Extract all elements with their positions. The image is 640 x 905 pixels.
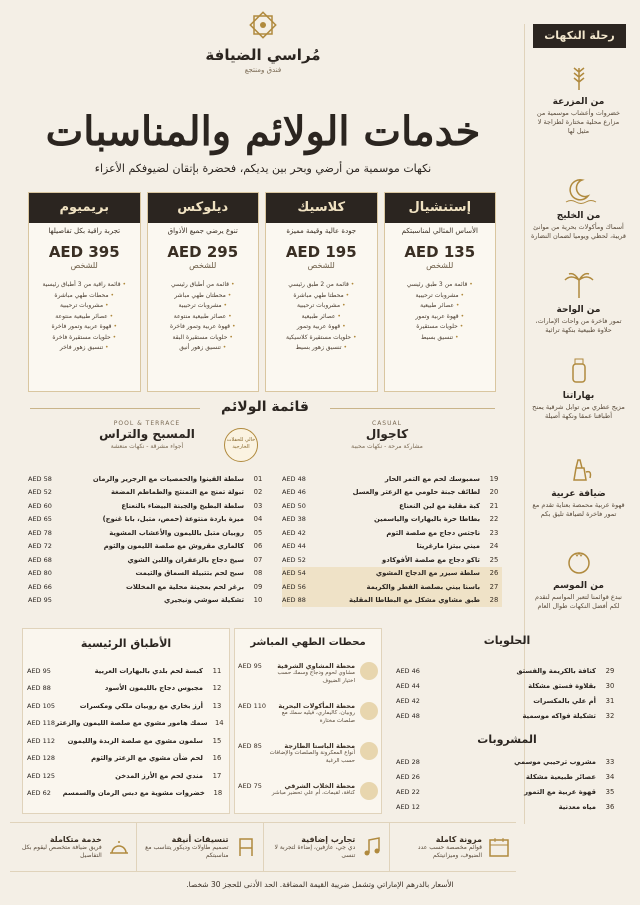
package-features <box>385 280 496 343</box>
item-number: 19 <box>489 474 499 483</box>
menu-row <box>27 697 225 715</box>
feature-item <box>10 823 136 871</box>
feature-desc: قوائم مخصصة حسب عدد الضيوف، وميزانيتكم <box>417 843 482 859</box>
item-name: سلمون مشوي مع صلصة الزبدة والليمون <box>67 736 203 745</box>
package-name: ديلوكس <box>148 193 259 223</box>
item-price: AED 52 <box>282 555 306 564</box>
package-price: AED 135 <box>404 243 476 261</box>
menu-row <box>396 754 618 769</box>
package-card <box>265 192 378 392</box>
menu-row <box>396 678 618 693</box>
package-feature: • عصائر طبيعية منتوعة <box>29 312 140 323</box>
item-price: AED 62 <box>27 789 51 798</box>
item-number: 15 <box>212 736 222 745</box>
station-desc: أنواع المعكرونة والصلصات والإضافات حسب الرغبة <box>269 750 355 764</box>
feature-item <box>263 823 390 871</box>
item-price: AED 52 <box>28 488 52 497</box>
casual-section <box>272 420 502 450</box>
menu-row <box>28 499 266 513</box>
station-price: AED 75 <box>238 782 262 790</box>
item-price: AED 56 <box>282 582 306 591</box>
item-price: AED 80 <box>28 569 52 578</box>
feature-title: تنسيقات أنيقة <box>171 834 229 844</box>
package-feature: • تنسيق بسيط <box>385 333 496 344</box>
package-feature: • عصائر طبيعية <box>385 301 496 312</box>
item-number: 06 <box>253 542 263 551</box>
package-feature: • حلويات مستقيرة البقة <box>148 333 259 344</box>
section-subtitle: أجواء مشرقة - نكهات منعشة <box>110 443 184 450</box>
item-price: AED 72 <box>28 542 52 551</box>
station-item <box>238 702 378 725</box>
item-number: 05 <box>253 528 263 537</box>
section-subtitle: مشاركة مرحة - نكهات محببة <box>351 443 423 450</box>
header <box>10 0 516 190</box>
item-number: 16 <box>212 754 222 763</box>
item-name: خضروات مشوية مع دبس الرمان والسمسم <box>62 789 205 798</box>
sidebar-item-text: مزيج عطري من توابل شرقية يمنح أطباقنا عمقا ونكهة أصيلة <box>532 403 625 420</box>
package-per: للشخص <box>189 261 217 270</box>
packages <box>28 192 496 392</box>
package-feature: • قائمة راقية من 3 أطباق رئيسية <box>29 280 140 291</box>
menu-row <box>27 662 225 680</box>
mains-panel <box>22 628 230 814</box>
sidebar-item-spices <box>525 356 632 421</box>
item-price: AED 54 <box>282 569 306 578</box>
item-number: 32 <box>605 711 615 720</box>
item-number: 08 <box>253 569 263 578</box>
menu-row <box>396 708 618 723</box>
section-title: المسبح والتراس <box>99 427 195 441</box>
menu-row <box>27 750 225 768</box>
item-name: برغر لحم بعجينة محلية مع المخللات <box>126 582 244 591</box>
item-name: مندي لحم مع الأرز المدخن <box>115 771 203 780</box>
item-name: سلطة سيزر مع الدجاج المشوي <box>375 569 480 578</box>
coffee-pot-icon <box>562 454 596 484</box>
sidebar-item-text: أسماك ومأكولات بحرية من موانئ قريبة، لحظي ويوميا لضمان النضارة <box>530 223 626 240</box>
menu-row <box>396 784 618 799</box>
menu-row <box>27 767 225 785</box>
pricing-note: الأسعار بالدرهم الإماراتي وتشمل ضريبة القيمة المضافة. الحد الأدنى للحجز 30 شخصا. <box>186 880 454 889</box>
item-number: 31 <box>605 696 615 705</box>
item-price: AED 12 <box>396 802 420 811</box>
item-name: كبسة لحم بلدي بالبهارات العربية <box>94 666 203 675</box>
sidebar-title: رحلة النكهات <box>533 24 626 48</box>
menu-row <box>28 526 266 540</box>
item-price: AED 128 <box>27 754 56 763</box>
station-desc: كنافة، لقيمات، أم علي تحضير مباشر <box>271 790 355 796</box>
item-price: AED 46 <box>282 488 306 497</box>
sidebar-item-text: تمور فاخرة من واحات الإمارات، حلاوة طبيعية بنكهة تراثية <box>535 317 622 334</box>
item-number: 11 <box>212 666 222 675</box>
divider <box>330 408 495 409</box>
item-number: 26 <box>489 569 499 578</box>
sidebar-item-heading: من المزرعة <box>552 97 605 107</box>
item-number: 25 <box>489 555 499 564</box>
sidebar-item-heading: من الواحة <box>556 305 601 315</box>
station-desc: روبيان، كاليماري، فيليه سمك مع صلصات مختارة <box>281 710 355 724</box>
item-price: AED 112 <box>27 736 56 745</box>
menu-row <box>28 486 266 500</box>
item-price: AED 38 <box>282 515 306 524</box>
item-name: ناجتس دجاج مع صلصة الثوم <box>386 528 480 537</box>
item-name: طبق مشاوي مشكل مع البطاطا المقلية <box>348 596 480 605</box>
package-name: كلاسيك <box>266 193 377 223</box>
item-name: تبولة تمنج مع التمنتج والطماطم المضغة <box>110 488 244 497</box>
sidebar-item-oasis <box>525 270 632 335</box>
item-price: AED 48 <box>396 711 420 720</box>
item-name: ميزة باردة منتوعة (حمص، متبل، بابا غنوج) <box>102 515 244 524</box>
package-feature: • قهوة عربية وتمور فاخرة <box>29 322 140 333</box>
menu-row <box>396 693 618 708</box>
divider <box>30 408 200 409</box>
item-name: تشكيلة سوشي ونيجيري <box>163 596 244 605</box>
item-number: 18 <box>213 789 223 798</box>
package-feature: • قهوة عربية وتمور <box>385 312 496 323</box>
item-number: 27 <box>489 582 499 591</box>
package-feature: • مشروبات ترحيبية <box>29 301 140 312</box>
package-features <box>29 280 140 354</box>
item-name: سيخ دجاج بالزعفران واللبن الشوي <box>127 555 244 564</box>
item-number: 30 <box>605 681 615 690</box>
dessert-icon <box>360 782 378 800</box>
item-number: 07 <box>253 555 263 564</box>
item-price: AED 66 <box>28 582 52 591</box>
moon-wave-icon <box>562 176 596 206</box>
item-price: AED 28 <box>396 757 420 766</box>
package-feature: • قهوة عربية وتمور فاخرة <box>148 322 259 333</box>
item-price: AED 44 <box>282 542 306 551</box>
item-number: 28 <box>489 596 499 605</box>
sidebar-item-farm <box>525 62 632 136</box>
item-number: 03 <box>253 501 263 510</box>
package-feature: • قائمة من 3 طبق رئيسي <box>385 280 496 291</box>
calendar-icon <box>487 835 511 859</box>
package-feature: • تنسيق زهور أنيق <box>148 343 259 354</box>
seafood-icon <box>360 702 378 720</box>
brand-subtitle: فندق ومنتجع <box>244 66 282 74</box>
menu-row-highlighted <box>282 567 502 581</box>
feature-title: مرونة كاملة <box>435 834 482 844</box>
menu-row <box>282 553 502 567</box>
item-price: AED 65 <box>28 515 52 524</box>
package-feature: • محطات طهي مباشرة <box>29 291 140 302</box>
section-tag: POOL & TERRACE <box>113 420 181 427</box>
package-feature: • تنسيق زهور بسيط <box>266 343 377 354</box>
item-number: 35 <box>605 787 615 796</box>
item-name: بقلاوة فستق مشكلة <box>528 681 596 690</box>
sidebar-item-hospitality <box>525 454 632 519</box>
item-price: AED 60 <box>28 501 52 510</box>
desserts-list <box>396 663 618 723</box>
item-price: AED 44 <box>396 681 420 690</box>
package-feature: • محطتا طهي مباشرة <box>266 291 377 302</box>
section-title: كاجوال <box>365 427 409 441</box>
package-feature: • مشروبات ترحيبية <box>385 291 496 302</box>
item-name: سلطة البطيخ والجبنة البيضاء بالنعناع <box>121 501 244 510</box>
item-name: مشروب ترحيبي موسمي <box>514 757 596 766</box>
desserts-section <box>396 634 618 814</box>
sidebar-item-heading: من الموسم <box>553 581 604 591</box>
sidebar-item-heading: من الخليج <box>556 211 601 221</box>
section-title: محطات الطهي المباشر <box>250 637 366 648</box>
item-price: AED 105 <box>27 701 56 710</box>
station-price: AED 110 <box>238 702 267 710</box>
music-note-icon <box>360 835 384 859</box>
menu-row-highlighted <box>282 580 502 594</box>
item-name: سلطة الفينوا والحمصيات مع الرجرير والرمان <box>92 474 244 483</box>
item-price: AED 42 <box>282 528 306 537</box>
item-number: 22 <box>489 515 499 524</box>
package-card <box>384 192 497 392</box>
feature-desc: دي جي، عازفين، إضاءة لتجربة لا تنسى <box>274 843 356 859</box>
package-feature: • قائمة من أطباق رئيسي <box>148 280 259 291</box>
pomegranate-icon <box>562 546 596 576</box>
item-number: 36 <box>605 802 615 811</box>
station-item <box>238 662 378 685</box>
item-name: كالماري مقروش مع صلصة الليمون والثوم <box>103 542 244 551</box>
grill-icon <box>360 662 378 680</box>
item-price: AED 58 <box>28 474 52 483</box>
item-price: AED 68 <box>28 555 52 564</box>
feature-desc: فريق ضيافة متخصص ليقوم بكل التفاصيل <box>21 843 102 859</box>
package-price: AED 395 <box>48 243 120 261</box>
package-price: AED 295 <box>167 243 239 261</box>
package-tagline: جودة عالية وقيمة مميزة <box>286 227 357 235</box>
section-title: الحلويات <box>483 634 531 647</box>
menu-row <box>282 540 502 554</box>
item-name: عصائر طبيعية مشكلة <box>525 772 596 781</box>
brand-logo-icon <box>248 10 278 40</box>
sidebar-item-gulf <box>525 176 632 241</box>
item-price: AED 48 <box>282 474 306 483</box>
item-number: 20 <box>489 488 499 497</box>
package-tagline: تجربة راقية بكل تفاصيلها <box>48 227 121 235</box>
item-number: 23 <box>489 528 499 537</box>
item-price: AED 46 <box>396 666 420 675</box>
package-tagline: تنوع يرضي جميع الأذواق <box>167 227 238 235</box>
item-price: AED 88 <box>282 596 306 605</box>
item-price: AED 26 <box>396 772 420 781</box>
item-name: لحم ضأن مشوي مع الزعتر والثوم <box>91 754 203 763</box>
menu-row <box>396 663 618 678</box>
package-feature: • مشروبات ترحيبية <box>148 301 259 312</box>
mains-list <box>23 662 229 802</box>
package-feature: • قهوة عربية وتمور <box>266 322 377 333</box>
menu-row <box>282 486 502 500</box>
item-number: 04 <box>253 515 263 524</box>
item-price: AED 78 <box>28 528 52 537</box>
item-name: تاكو دجاج مع صلصة الأفوكادو <box>382 555 480 564</box>
item-number: 10 <box>253 596 263 605</box>
item-price: AED 50 <box>282 501 306 510</box>
station-price: AED 85 <box>238 742 262 750</box>
package-feature: • حلويات مستقيرة كلاسيكية <box>266 333 377 344</box>
station-name: محطة الخلاب الشرقي <box>284 782 355 790</box>
sidebar-item-season <box>525 546 632 611</box>
package-per: للشخص <box>426 261 454 270</box>
sidebar-item-heading: ضيافة عربية <box>551 489 606 499</box>
package-name: بريميوم <box>29 193 140 223</box>
item-number: 02 <box>253 488 263 497</box>
package-per: للشخص <box>307 261 335 270</box>
item-name: ميني بيتزا مارغريتا <box>416 542 480 551</box>
station-name: محطة المأكولات البحرية <box>278 702 355 710</box>
casual-list <box>282 472 502 607</box>
menu-row <box>282 499 502 513</box>
brand-name: مُراسي الضيافة <box>205 46 321 64</box>
item-number: 12 <box>212 684 222 693</box>
menu-row <box>282 472 502 486</box>
menu-row <box>396 799 618 814</box>
page-title: خدمات الولائم والمناسبات <box>45 108 481 155</box>
item-number: 24 <box>489 542 499 551</box>
package-card <box>28 192 141 392</box>
item-name: بطاطا حرة بالبهارات والياسمين <box>373 515 480 524</box>
package-name: إستنشيال <box>385 193 496 223</box>
item-number: 13 <box>212 701 222 710</box>
spice-jar-icon <box>562 356 596 386</box>
station-desc: مشاوي لحوم ودجاج وسمك حسب اختيار الضيوف <box>277 670 355 684</box>
menu-row <box>28 472 266 486</box>
section-title: المشروبات <box>477 733 537 746</box>
chair-icon <box>234 835 258 859</box>
item-price: AED 118 <box>27 719 56 728</box>
menu-row-highlighted <box>282 594 502 608</box>
menu-row <box>28 567 266 581</box>
menu-row <box>28 580 266 594</box>
item-name: باسنا بيني بصلصة الفطر والكريمة <box>366 582 480 591</box>
feature-item <box>389 823 516 871</box>
item-name: مياه معدنية <box>558 802 596 811</box>
section-tag: CASUAL <box>372 420 402 427</box>
station-item <box>238 782 378 800</box>
menu-row <box>28 513 266 527</box>
package-feature: • حلويات مستقيرة فاخرة <box>29 333 140 344</box>
item-price: AED 125 <box>27 771 56 780</box>
package-feature: • عصائر طبيعية <box>266 312 377 323</box>
item-number: 14 <box>214 719 224 728</box>
palm-tree-icon <box>562 270 596 300</box>
item-price: AED 95 <box>27 666 51 675</box>
feature-strip <box>10 822 516 872</box>
package-feature: • مشروبات ترحيبية <box>266 301 377 312</box>
package-features <box>148 280 259 354</box>
item-price: AED 22 <box>396 787 420 796</box>
package-feature: • محطتان طهي مباشر <box>148 291 259 302</box>
menu-row <box>27 715 225 733</box>
menu-row <box>396 769 618 784</box>
feature-desc: تصميم طاولات وديكور يتناسب مع مناسبتكم <box>145 843 229 859</box>
item-name: كنافة بالكريمة والفستق <box>516 666 596 675</box>
item-name: سمك هامور مشوي مع صلصة الليمون والزعتر <box>55 719 208 728</box>
sidebar-item-heading: بهاراتنا <box>562 391 595 401</box>
package-feature: • عصائر طبيعية منتوعة <box>148 312 259 323</box>
menu-row <box>28 594 266 608</box>
sidebar-item-text: قهوة عربية محمصة بعناية تقدم مع تمور فاخرة لضيافة تليق بكم <box>532 501 625 518</box>
menu-row <box>27 732 225 750</box>
menu-row <box>282 513 502 527</box>
item-number: 01 <box>253 474 263 483</box>
package-feature: • حلويات مستقيرة <box>385 322 496 333</box>
feature-item <box>136 823 263 871</box>
item-number: 29 <box>605 666 615 675</box>
cloche-icon <box>107 835 131 859</box>
section-title: الأطباق الرئيسية <box>80 637 172 650</box>
drinks-list <box>396 754 618 814</box>
item-name: روبيان متبل بالليمون والأعشاب المشوية <box>109 528 244 537</box>
item-name: لطائف جبنة حلومي مع الزعتر والعسل <box>352 488 480 497</box>
page-subtitle: نكهات موسمية من أرضي وبحر بين يديكم، فحضرة بإتقان لضيوفكم الأعزاء <box>94 162 432 175</box>
station-name: محطة الباستا الطازجة <box>284 742 355 750</box>
package-feature: • تنسيق زهور فاخر <box>29 343 140 354</box>
feature-title: خدمة متكاملة <box>49 834 102 844</box>
wheat-icon <box>562 62 596 92</box>
item-number: 09 <box>253 582 263 591</box>
feature-title: تجارب إضافية <box>301 834 356 844</box>
package-card <box>147 192 260 392</box>
menu-row <box>28 540 266 554</box>
package-per: للشخص <box>70 261 98 270</box>
menu-row <box>27 785 225 803</box>
menu-title: قائمة الولائم <box>221 399 309 415</box>
item-name: كبة مقلية مع لبن النعناع <box>399 501 480 510</box>
menu-row <box>27 680 225 698</box>
item-name: سمبوسك لحم مع التمر الحار <box>384 474 480 483</box>
item-price: AED 88 <box>27 684 51 693</box>
item-number: 17 <box>212 771 222 780</box>
package-tagline: الأساس المثالي لمناسبتكم <box>401 227 478 235</box>
item-name: مجبوس دجاج بالليمون الأسود <box>104 684 203 693</box>
item-name: سبح لحم بتتبيلة السماق والثيمت <box>135 569 244 578</box>
item-name: تشكيلة فواكه موسمية <box>522 711 596 720</box>
station-price: AED 95 <box>238 662 262 670</box>
sidebar-item-text: خضروات وأعشاب موسمية من مزارع محلية مختارة لطزاجة لا مثيل لها <box>536 109 621 135</box>
station-name: محطة المشاوي الشرقية <box>277 662 355 670</box>
station-item <box>238 742 378 765</box>
package-features <box>266 280 377 354</box>
outdoor-badge: خالي للحفلات الخارجية <box>224 428 258 462</box>
item-price: AED 95 <box>28 596 52 605</box>
item-number: 33 <box>605 757 615 766</box>
item-name: قهوة عربية مع التمور <box>524 787 596 796</box>
item-price: AED 42 <box>396 696 420 705</box>
package-feature: • قائمة من 2 طبق رئيسي <box>266 280 377 291</box>
item-number: 21 <box>489 501 499 510</box>
menu-row <box>28 553 266 567</box>
pasta-icon <box>360 742 378 760</box>
sidebar-item-text: نبدع قوائمنا لتعبر المواسم لنقدم لكم أفضل النكهات طوال العام <box>535 593 622 610</box>
item-number: 34 <box>605 772 615 781</box>
package-price: AED 195 <box>285 243 357 261</box>
menu-row <box>282 526 502 540</box>
item-name: أرز بخاري مع روبيان ملكي ومكسرات <box>79 701 203 710</box>
item-name: أم علي بالمكسرات <box>533 696 596 705</box>
pool-terrace-list <box>28 472 266 607</box>
